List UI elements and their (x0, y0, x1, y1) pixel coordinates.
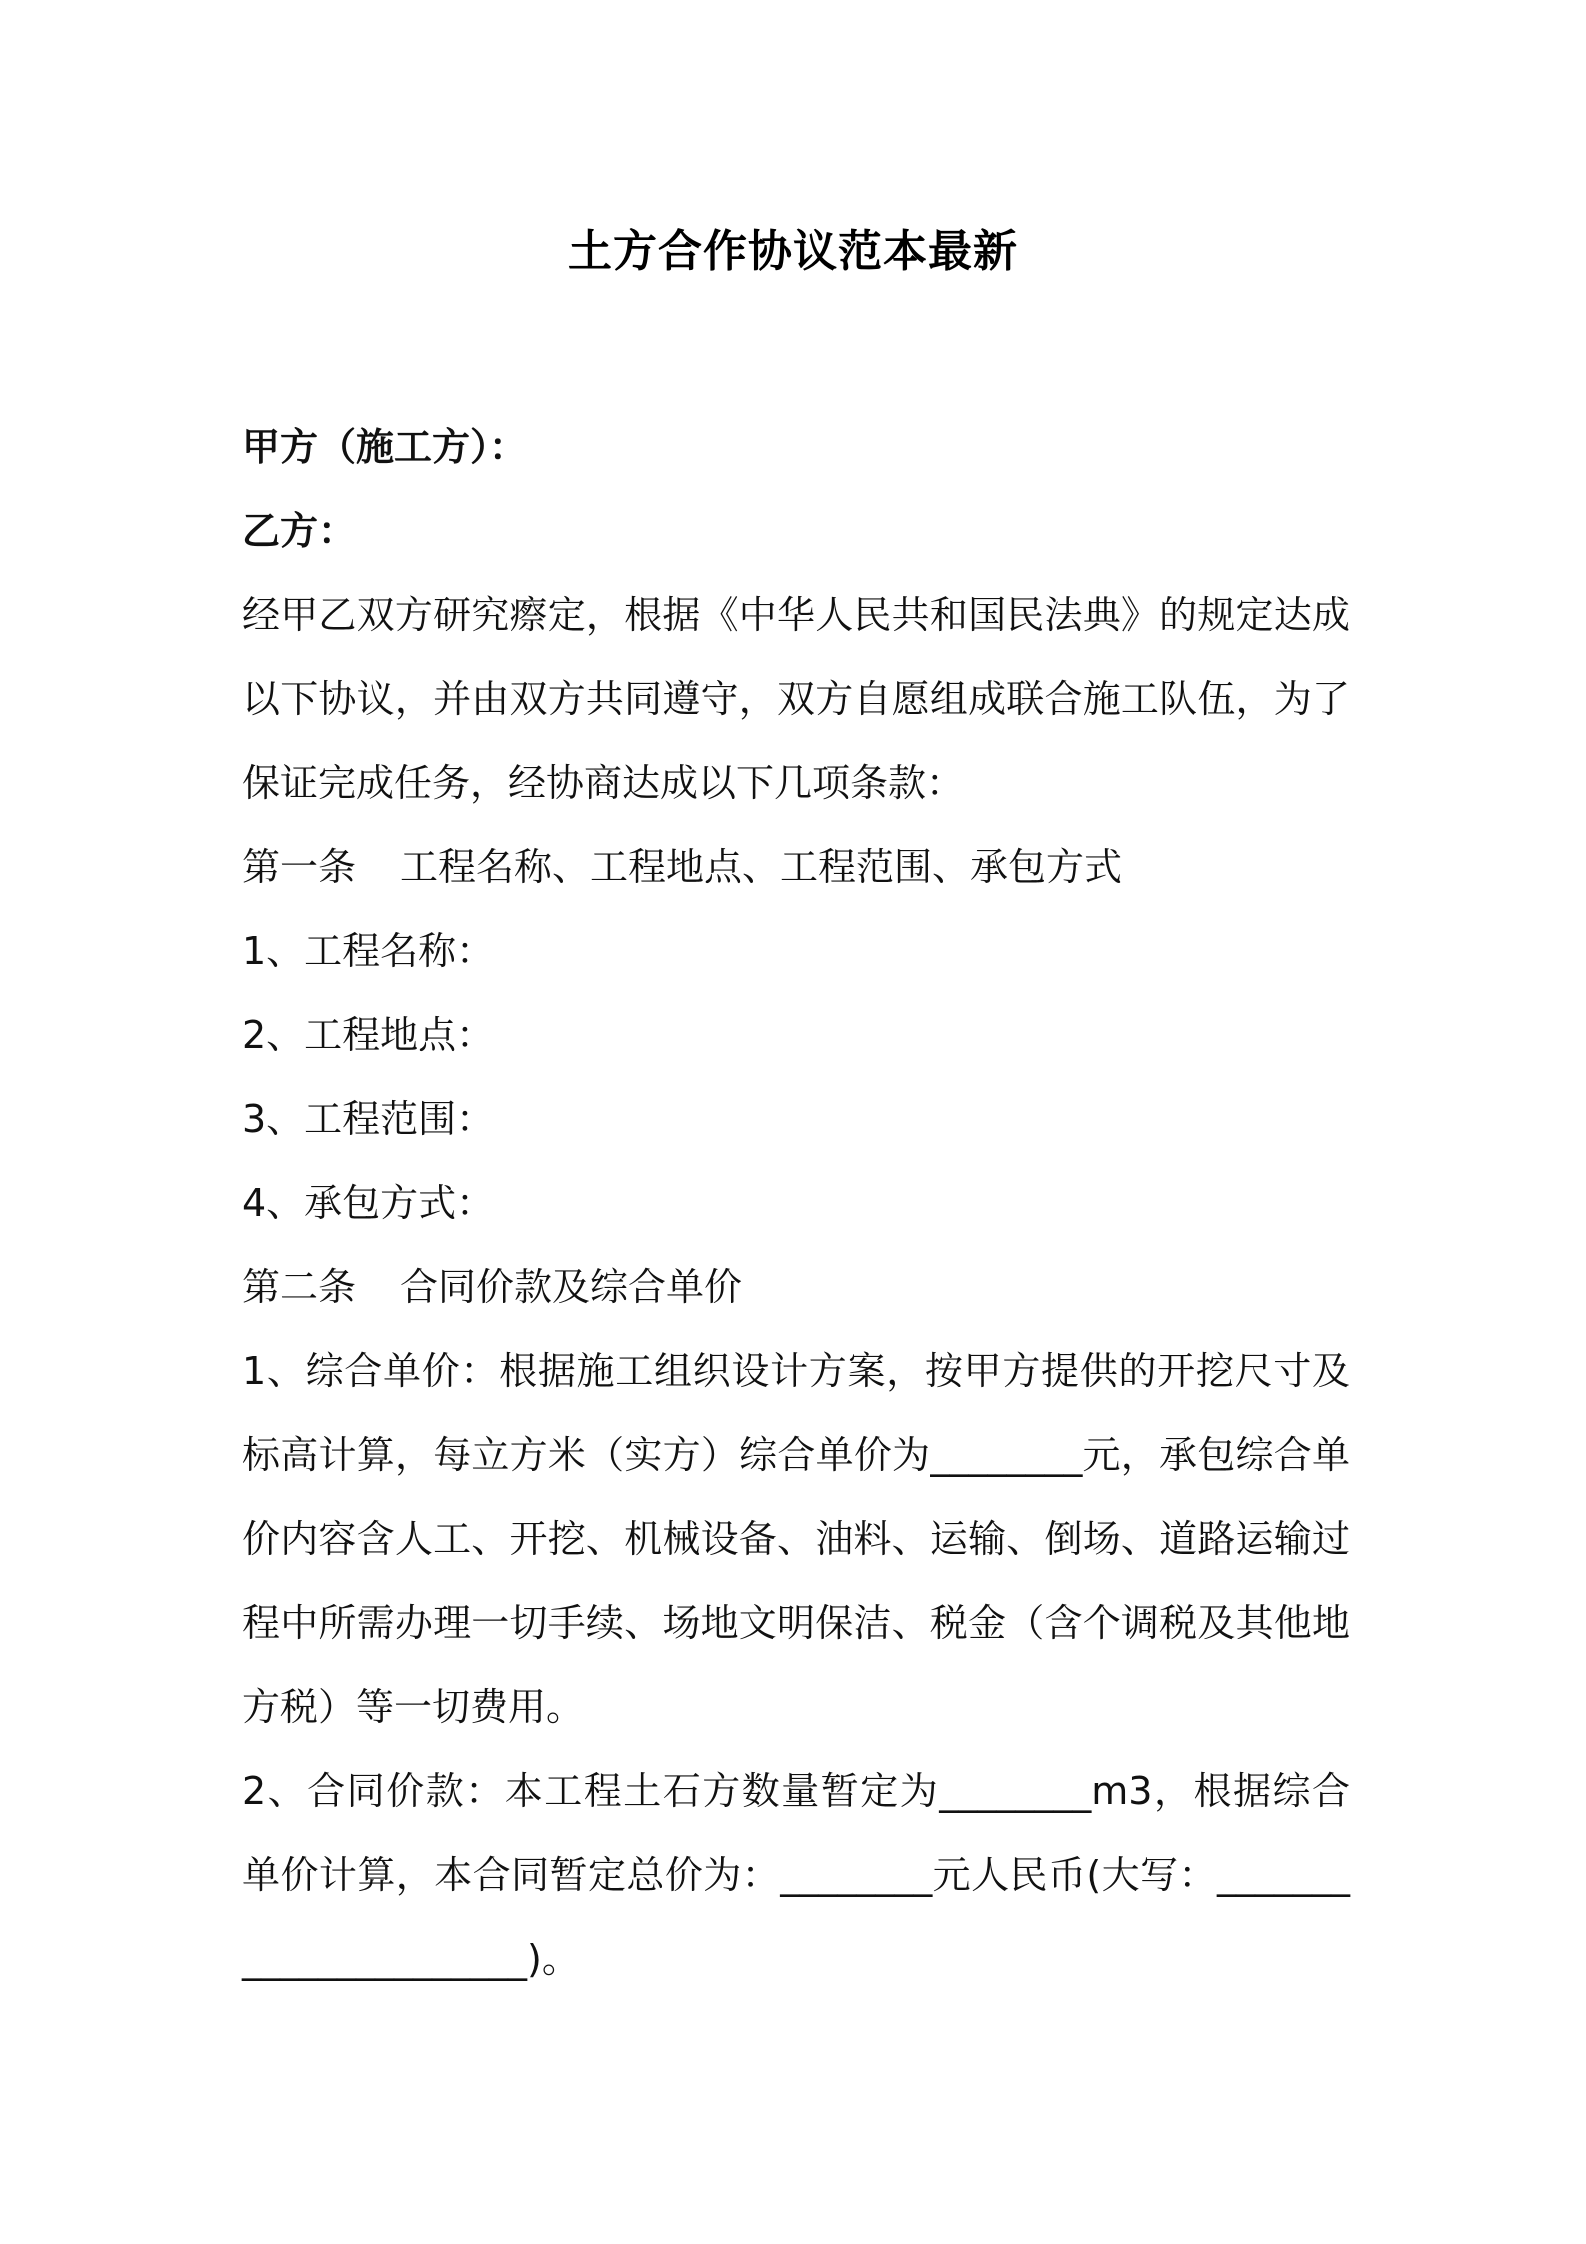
clause-2-text-a: 2、合同价款：本工程土石方数量暂定为 (242, 1769, 940, 1813)
article-2-heading (242, 1245, 1350, 1329)
article-1-heading (242, 825, 1350, 909)
clause-2-text-d: )。 (527, 1937, 580, 1981)
unit-price-blank: ________ (930, 1433, 1083, 1477)
party-a-line: 甲方（施工方）： (242, 425, 528, 469)
clause-2-text-c: 元人民币(大写： (932, 1853, 1217, 1897)
intro-paragraph: 经甲乙双方研究瘵定，根据《中华人民共和国民法典》的规定达成以下协议，并由双方共同遵守，双方自愿组成联合施工队伍，为了保证完成任务，经协商达成以下几项条款： (242, 593, 1350, 805)
article-2-clause-2 (242, 1749, 1350, 2001)
article-2-clause-1 (242, 1329, 1350, 1749)
article-1-item-contract-method: 4、承包方式： (242, 1181, 495, 1225)
clause-2-text-b: m3，根据综合单价计算，本合同暂定总价为： (242, 1769, 1350, 1897)
article-2-number: 第二条 (242, 1265, 357, 1309)
clause-1-text-b: 元，承包综合单价内容含人工、开挖、机械设备、油料、运输、倒场、道路运输过程中所需办理一切手续、场地文明保洁、税金（含个调税及其他地方税）等一切费用。 (242, 1433, 1350, 1729)
party-b-line: 乙方： (242, 509, 357, 553)
quantity-blank: ________ (939, 1769, 1092, 1813)
document-body (242, 405, 1350, 2001)
article-1-title: 工程名称、工程地点、工程范围、承包方式 (400, 845, 1123, 889)
article-1-item-project-location: 2、工程地点： (242, 1013, 495, 1057)
total-price-words-blank: ______________________ (242, 1853, 1350, 1981)
article-1-item-project-name: 1、工程名称： (242, 929, 495, 973)
article-1-number: 第一条 (242, 845, 357, 889)
total-price-blank: ________ (780, 1853, 933, 1897)
document-title: 土方合作协议范本最新 (568, 226, 1018, 277)
clause-1-text-a: 1、综合单价：根据施工组织设计方案，按甲方提供的开挖尺寸及标高计算，每立方米（实方）综合单价为 (242, 1349, 1350, 1477)
article-2-title: 合同价款及综合单价 (400, 1265, 743, 1309)
article-1-item-project-scope: 3、工程范围： (242, 1097, 495, 1141)
